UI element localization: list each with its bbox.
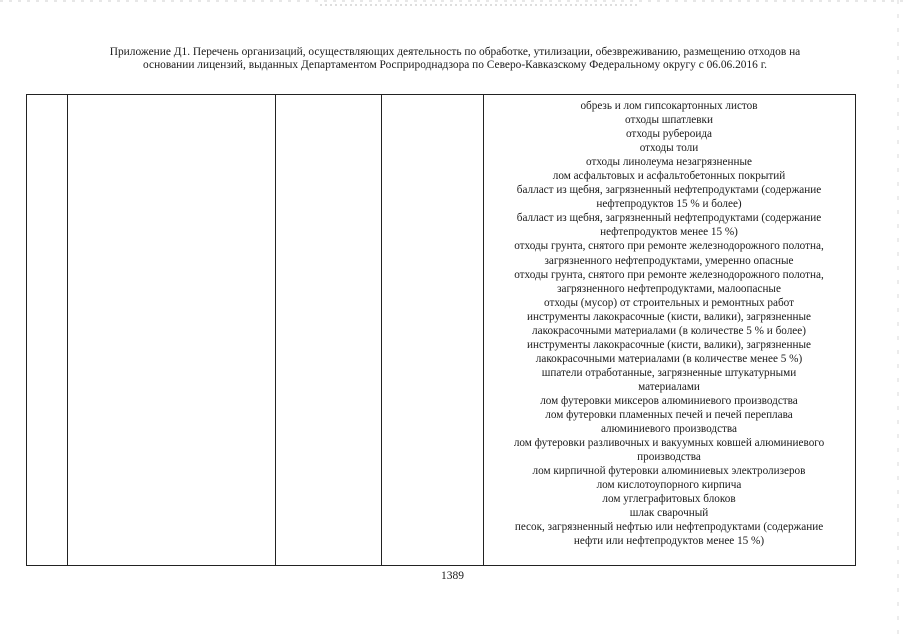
waste-line: нефтепродуктов 15 % и более): [596, 198, 742, 211]
waste-line: отходы (мусор) от строительных и ремонтных работ: [544, 296, 794, 309]
waste-line: нефтепродуктов менее 15 %): [600, 226, 738, 239]
waste-line: инструменты лакокрасочные (кисти, валики), загрязненные: [527, 338, 811, 351]
waste-line: отходы грунта, снятого при ремонте железнодорожного полотна,: [514, 240, 824, 253]
waste-line: производства: [637, 451, 701, 464]
column-divider: [67, 95, 68, 565]
waste-line: песок, загрязненный нефтью или нефтепродуктами (содержание: [514, 521, 824, 534]
waste-line: лом футеровки пламенных печей и печей переплава: [545, 409, 793, 422]
waste-line: лом углеграфитовых блоков: [602, 493, 736, 506]
waste-line: лом кислотоупорного кирпича: [596, 479, 742, 492]
organizations-table: [26, 94, 856, 566]
waste-types-cell: [483, 99, 855, 549]
waste-line: материалами: [638, 380, 700, 393]
column-divider: [275, 95, 276, 565]
waste-line: нефти или нефтепродуктов менее 15 %): [573, 535, 765, 548]
waste-line: шлак сварочный: [629, 507, 709, 520]
waste-line: шпатели отработанные, загрязненные штукатурными: [541, 366, 797, 379]
page-number: 1389: [441, 570, 464, 582]
header-line-1: Приложение Д1. Перечень организаций, осуществляющих деятельность по обработке, утилизации, обезвреживанию, размещению отходов на: [109, 46, 801, 58]
waste-line: балласт из щебня, загрязненный нефтепродуктами (содержание: [516, 212, 822, 225]
waste-line: загрязненного нефтепродуктами, малоопасные: [557, 282, 781, 295]
scan-right-edge: [897, 0, 899, 640]
waste-line: лом асфальтовых и асфальтобетонных покрытий: [552, 170, 786, 183]
waste-line: лом футеровки разливочных и вакуумных ковшей алюминиевого: [513, 437, 825, 450]
column-divider: [381, 95, 382, 565]
waste-line: лом кирпичной футеровки алюминиевых электролизеров: [532, 465, 806, 478]
scan-edge-artifact: [0, 0, 905, 10]
waste-line: загрязненного нефтепродуктами, умеренно опасные: [544, 254, 794, 267]
waste-line: лакокрасочными материалами (в количестве 5 % и более): [532, 324, 806, 337]
waste-line: обрезь и лом гипсокартонных листов: [580, 100, 758, 112]
waste-line: отходы грунта, снятого при ремонте железнодорожного полотна,: [514, 268, 824, 281]
waste-line: лом футеровки миксеров алюминиевого производства: [540, 394, 798, 407]
waste-line: алюминиевого производства: [600, 423, 738, 436]
waste-line: отходы линолеума незагрязненные: [586, 156, 752, 169]
waste-line: отходы шпатлевки: [625, 114, 713, 127]
waste-line: отходы рубероида: [625, 128, 712, 141]
waste-line: лакокрасочными материалами (в количестве менее 5 %): [535, 352, 803, 365]
document-header: [40, 46, 870, 72]
waste-line: инструменты лакокрасочные (кисти, валики), загрязненные: [527, 310, 811, 323]
waste-line: балласт из щебня, загрязненный нефтепродуктами (содержание: [516, 184, 822, 197]
header-line-2: основании лицензий, выданных Департаментом Росприроднадзора по Северо-Кавказскому Федеральному округу с 06.06.2016 г.: [143, 59, 767, 71]
waste-line: отходы толи: [639, 142, 699, 155]
